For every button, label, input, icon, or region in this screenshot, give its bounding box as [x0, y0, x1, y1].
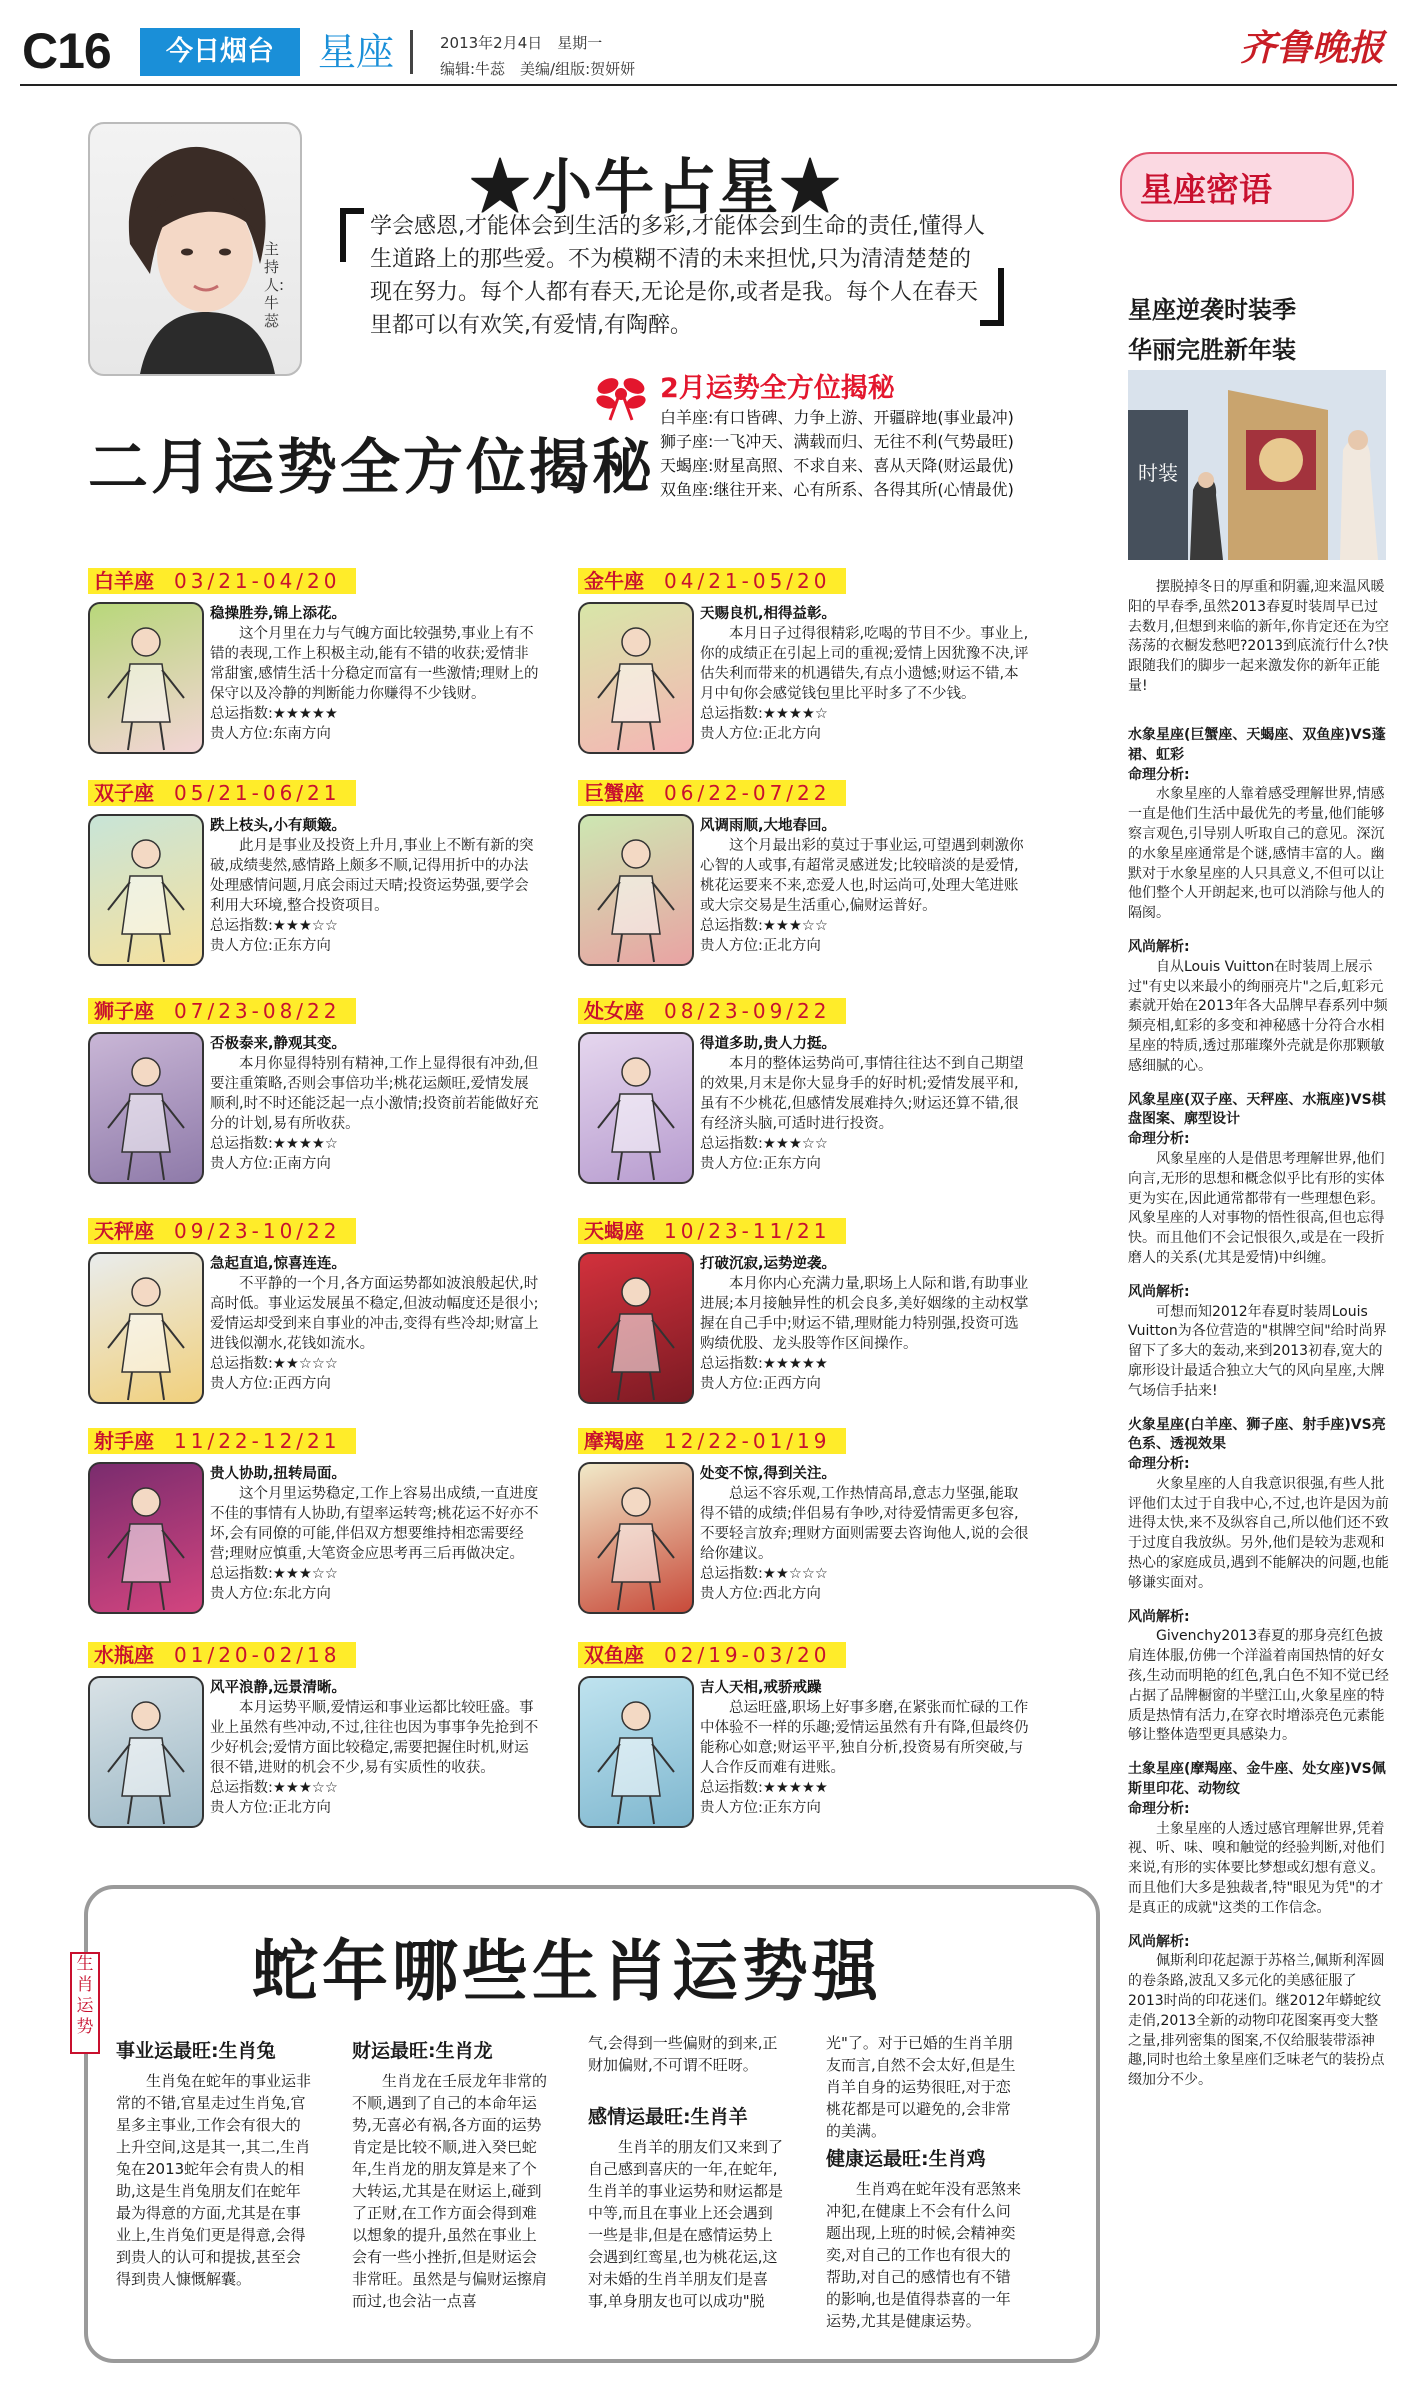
section-label: 今日烟台: [140, 28, 300, 76]
spacer: [1128, 1077, 1390, 1091]
sidebar-section-text: 火象星座的人自我意识很强,有些人批评他们太过于自我中心,不过,也许是因为前进得太快,来不及纵容自己,所以他们还不致于过度自我放纵。另外,他们是较为悲观和热心的家庭成员,遇到不能解决的问题,也能够谦实面对。: [1128, 1475, 1389, 1591]
zodiac-header: [578, 780, 846, 806]
zodiac-text: [700, 1254, 1030, 1394]
summary-headline: 2月运势全方位揭秘: [660, 373, 895, 404]
figure-icon: [90, 1034, 202, 1182]
zodiac-card: [578, 1428, 1043, 1602]
bottom-column: [826, 2148, 1022, 2332]
sidebar-section-head: 土象星座(摩羯座、金牛座、处女座)VS佩斯里印花、动物纹: [1128, 1761, 1386, 1798]
zodiac-illustration: [578, 1462, 694, 1614]
zodiac-illustration: [578, 1032, 694, 1184]
zodiac-name: 处女座: [584, 999, 644, 1023]
summary-line: 天蝎座:财星高照、不求自来、喜从天降(财运最优): [660, 456, 1014, 475]
sidebar-headline: 星座逆袭时装季: [1128, 296, 1296, 324]
zodiac-index: 总运指数:★★★☆☆: [210, 1566, 338, 1582]
figure-icon: [90, 604, 202, 752]
zodiac-name: 狮子座: [94, 999, 154, 1023]
zodiac-text: [700, 604, 1030, 744]
zodiac-index: 总运指数:★★★☆☆: [210, 1780, 338, 1796]
zodiac-index: 总运指数:★★★☆☆: [700, 918, 828, 934]
zodiac-title: 跌上枝头,小有颠簸。: [210, 818, 347, 834]
zodiac-direction: 贵人方位:正南方向: [210, 1156, 331, 1172]
sidebar-section-text: Givenchy2013春夏的那身亮红色披肩连体服,仿佛一个洋溢着南国热情的好女孩,生动而明艳的红色,乳白色不知不觉已经占据了品牌橱窗的半壁江山,火象星座的特质是热情有活力,在穿衣时增添亮色元素能够让整体造型更具感染力。: [1128, 1628, 1389, 1744]
zodiac-direction: 贵人方位:正西方向: [210, 1376, 331, 1392]
zodiac-header: [578, 1218, 846, 1244]
zodiac-direction: 贵人方位:东南方向: [210, 726, 331, 742]
zodiac-index: 总运指数:★★★★★: [210, 706, 338, 722]
zodiac-text: [700, 1034, 1030, 1174]
zodiac-name: 金牛座: [584, 569, 644, 593]
zodiac-header: [88, 1218, 356, 1244]
intro-text: 学会感恩,才能体会到生活的多彩,才能体会到生命的责任,懂得人生道路上的那些爱。不为模糊不清的未来担忧,只为清清楚楚的现在努力。每个人都有春天,无论是你,或者是我。每个人在春天里都可以有欢笑,有爱情,有陶醉。: [370, 214, 985, 338]
sidebar-section-text: 佩斯利印花起源于苏格兰,佩斯利浑圆的卷条路,波乱又多元化的美感征服了2013时尚的印花迷们。继2012年蟒蛇纹走俏,2013全新的动物印花图案再变大整之量,排列密集的图案,不仅给服装带添神趣,同时也给土象星座们乏味老气的装扮点缀加分不少。: [1128, 1953, 1385, 2089]
zodiac-index: 总运指数:★★★★☆: [210, 1136, 338, 1152]
zodiac-header: [578, 998, 846, 1024]
zodiac-title: 贵人协助,扭转局面。: [210, 1466, 347, 1482]
figure-icon: [90, 1678, 202, 1826]
spacer: [1128, 924, 1390, 938]
summary-line: 白羊座:有口皆碑、力争上游、开疆辟地(事业最冲): [660, 408, 1014, 427]
bottom-column-head: 事业运最旺:生肖兔: [116, 2040, 276, 2062]
summary-line: 狮子座:一飞冲天、满载而归、无往不利(气势最旺): [660, 432, 1014, 451]
sidebar-section-label: 命理分析:: [1128, 1456, 1190, 1473]
zodiac-direction: 贵人方位:正东方向: [700, 1800, 821, 1816]
zodiac-card: [88, 1642, 553, 1816]
zodiac-dates: 02/19-03/20: [664, 1643, 831, 1667]
quote-bracket-left: [340, 208, 364, 262]
zodiac-body: 此月是事业及投资上升月,事业上不断有新的突破,成绩斐然,感情路上颇多不顺,记得用折中的办法处理感情问题,月底会雨过天晴;投资运势强,要学会利用大环境,整合投资项目。: [210, 838, 534, 914]
zodiac-index: 总运指数:★★☆☆☆: [210, 1356, 338, 1372]
zodiac-body: 总运旺盛,职场上好事多磨,在紧张而忙碌的工作中体验不一样的乐趣;爱情运虽然有升有降,但最终仍能称心如意;财运平平,独自分析,投资易有所突破,与人合作反而难有进账。: [700, 1700, 1029, 1776]
bottom-column: [352, 2040, 548, 2312]
bottom-column-head: 财运最旺:生肖龙: [352, 2040, 493, 2062]
zodiac-name: 天蝎座: [584, 1219, 644, 1243]
zodiac-illustration: [88, 1252, 204, 1404]
zodiac-body: 这个月里运势稳定,工作上容易出成绩,一直进度不佳的事情有人协助,有望率运转弯;桃花运不好亦不坏,会有同僚的可能,伴侣双方想要维持相恋需要经营;理财应慎重,大笔资金应思考再三后再做决定。: [210, 1486, 539, 1562]
zodiac-header: [88, 1642, 356, 1668]
figure-icon: [580, 604, 692, 752]
zodiac-text: [210, 1678, 540, 1818]
summary-line: 双鱼座:继往开来、心有所系、各得其所(心情最优): [660, 480, 1014, 499]
zodiac-title: 打破沉寂,运势逆袭。: [700, 1256, 837, 1272]
spacer: [1128, 1919, 1390, 1933]
main-headline: 二月运势全方位揭秘: [88, 433, 655, 503]
sidebar-sections: [1128, 726, 1390, 2105]
bottom-column-text: 生肖鸡在蛇年没有恶煞来冲犯,在健康上不会有什么问题出现,上班的时候,会精神奕奕,对自己的工作也有很大的帮助,对自己的感情也有不错的影响,也是值得恭喜的一年运势,尤其是健康运势。: [826, 2180, 1022, 2330]
zodiac-card: [578, 780, 1043, 954]
figure-icon: [90, 1254, 202, 1402]
zodiac-illustration: [88, 814, 204, 966]
sidebar-section-text: 风象星座的人是借思考理解世界,他们向言,无形的思想和概念似乎比有形的实体更为实在,因此通常都带有一些理想色彩。风象星座的人对事物的悟性很高,但也忘得快。而且他们不会记恨很久,或是在一段折磨人的关系(尤其是爱情)中纠缠。: [1128, 1150, 1385, 1266]
page-number: C16: [22, 23, 111, 79]
bottom-column: [588, 2032, 784, 2076]
red-bow-icon: [596, 372, 646, 422]
zodiac-title: 得道多助,贵人力挺。: [700, 1036, 837, 1052]
sidebar-section-text: 自从Louis Vuitton在时装周上展示过"有史以来最小的绚丽亮片"之后,虹彩元素就开始在2013年各大品牌早春系列中频频亮相,虹彩的多变和神秘感十分符合水相星座的特质,透过那璀璨外壳就是你那颗敏感细腻的心。: [1128, 958, 1388, 1074]
zodiac-body: 不平静的一个月,各方面运势都如波浪般起伏,时高时低。事业运发展虽不稳定,但波动幅度还是很小;爱情运却受到来自事业的冲击,变得有些冷却;财富上进钱似潮水,花钱如流水。: [210, 1276, 539, 1352]
vertical-tag: 生肖运势: [70, 1952, 100, 2054]
zodiac-illustration: [578, 602, 694, 754]
zodiac-name: 水瓶座: [94, 1643, 154, 1667]
zodiac-name: 双子座: [94, 781, 154, 805]
zodiac-text: [700, 1678, 1030, 1818]
zodiac-text: [700, 1464, 1030, 1604]
bottom-column-head: 健康运最旺:生肖鸡: [826, 2148, 986, 2170]
newspaper-logo: 齐鲁晚报: [1240, 27, 1385, 69]
zodiac-illustration: [578, 1676, 694, 1828]
bottom-column: [588, 2106, 784, 2312]
sidebar-subheadline: 华丽完胜新年装: [1128, 336, 1296, 364]
zodiac-title: 吉人天相,戒骄戒躁: [700, 1680, 822, 1696]
zodiac-dates: 04/21-05/20: [664, 569, 831, 593]
header-divider: [410, 30, 413, 74]
zodiac-header: [88, 780, 356, 806]
sidebar-section-text: 土象星座的人透过感官理解世界,凭着视、听、味、嗅和触觉的经验判断,对他们来说,有形的实体要比梦想或幻想有意义。而且他们大多是独裁者,特"眼见为凭"的才是真正的成就"这类的工作信念。: [1128, 1820, 1385, 1916]
zodiac-title: 稳操胜券,锦上添花。: [210, 606, 347, 622]
figure-icon: [580, 1678, 692, 1826]
zodiac-text: [210, 1464, 540, 1604]
sidebar-section-label: 风尚解析:: [1128, 1608, 1190, 1625]
sidebar-section-head: 风象星座(双子座、天秤座、水瓶座)VS棋盘图案、廓型设计: [1128, 1091, 1386, 1128]
zodiac-illustration: [88, 1032, 204, 1184]
sidebar-section: [1128, 1091, 1390, 1416]
zodiac-direction: 贵人方位:正北方向: [210, 1800, 331, 1816]
zodiac-body: 本月你显得特别有精神,工作上显得很有冲劲,但要注重策略,否则会事倍功半;桃花运颇旺,爱情发展顺利,时不时还能泛起一点小激情;投资前若能做好充分的计划,易有所收获。: [210, 1056, 539, 1132]
zodiac-title: 风调雨顺,大地春回。: [700, 818, 837, 834]
carousel-photo-icon: [1128, 370, 1386, 560]
zodiac-title: 风平浪静,远景清晰。: [210, 1680, 347, 1696]
zodiac-title: 急起直追,惊喜连连。: [210, 1256, 347, 1272]
zodiac-index: 总运指数:★★★☆☆: [700, 1136, 828, 1152]
zodiac-title: 处变不惊,得到关注。: [700, 1466, 837, 1482]
zodiac-card: [88, 568, 553, 742]
sidebar-section-label: 命理分析:: [1128, 766, 1190, 783]
sidebar-section: [1128, 1760, 1390, 2105]
zodiac-title: 否极泰来,静观其变。: [210, 1036, 347, 1052]
sidebar-section-head: 水象星座(巨蟹座、天蝎座、双鱼座)VS蓬裙、虹彩: [1128, 727, 1386, 763]
zodiac-name: 天秤座: [94, 1219, 154, 1243]
zodiac-index: 总运指数:★★☆☆☆: [700, 1566, 828, 1582]
zodiac-name: 巨蟹座: [584, 781, 644, 805]
sidebar-section-label: 命理分析:: [1128, 1131, 1190, 1148]
zodiac-body: 本月运势平顺,爱情运和事业运都比较旺盛。事业上虽然有些冲动,不过,往往也因为事事争先抢到不少好机会;爱情方面比较稳定,需要把握住时机,财运很不错,进财的机会不少,易有实质性的收获。: [210, 1700, 539, 1776]
figure-icon: [580, 1034, 692, 1182]
zodiac-text: [210, 604, 540, 744]
host-label: 主持人:牛蕊: [264, 240, 285, 330]
zodiac-card: [578, 1642, 1043, 1816]
zodiac-card: [88, 1218, 553, 1392]
bottom-column-text: 气,会得到一些偏财的到来,正财加偏财,不可谓不旺呀。: [588, 2034, 778, 2074]
spacer: [1128, 1402, 1390, 1416]
sidebar-intro: 摆脱掉冬日的厚重和阴霾,迎来温风暖阳的早春季,虽然2013春夏时装周早已过去数月,但想到来临的新年,你肯定还在为空荡荡的衣橱发愁吧?2013到底流行什么?快跟随我们的脚步一起来激发你的新年正能量!: [1128, 579, 1389, 694]
zodiac-card: [88, 780, 553, 954]
zodiac-direction: 贵人方位:正东方向: [210, 938, 331, 954]
spacer: [1128, 1594, 1390, 1608]
zodiac-dates: 05/21-06/21: [174, 781, 341, 805]
zodiac-text: [210, 816, 540, 956]
zodiac-index: 总运指数:★★★★★: [700, 1356, 828, 1372]
sidebar-section: [1128, 726, 1390, 1091]
zodiac-index: 总运指数:★★★★☆: [700, 706, 828, 722]
zodiac-dates: 03/21-04/20: [174, 569, 341, 593]
zodiac-body: 总运不容乐观,工作热情高昂,意志力坚强,能取得不错的成绩;伴侣易有争吵,对待爱情需更多包容,不要轻言放弃;理财方面则需要去咨询他人,说的会很给你建议。: [700, 1486, 1029, 1562]
zodiac-card: [88, 998, 553, 1172]
zodiac-dates: 07/23-08/22: [174, 999, 341, 1023]
sidebar-tag: 星座密语: [1140, 170, 1272, 209]
zodiac-dates: 09/23-10/22: [174, 1219, 341, 1243]
zodiac-card: [88, 1428, 553, 1602]
sidebar-section-label: 命理分析:: [1128, 1800, 1190, 1817]
bottom-column-text: 生肖兔在蛇年的事业运非常的不错,官星走过生肖兔,官星多主事业,工作会有很大的上升空间,这是其一,其二,生肖兔在2013蛇年会有贵人的相助,这是生肖兔朋友们在蛇年最为得意的方面,尤其是在事业上,生肖兔们更是得意,会得到贵人的认可和提拔,甚至会得到贵人慷慨解囊。: [116, 2072, 312, 2288]
section-title: 星座: [318, 30, 395, 74]
zodiac-card: [578, 1218, 1043, 1392]
bottom-column-text: 生肖羊的朋友们又来到了自己感到喜庆的一年,在蛇年,生肖羊的事业运势和财运都是中等,而且在事业上还会遇到一些是非,但是在感情运势上会遇到红鸾星,也为桃花运,这对未婚的生肖羊朋友们是喜事,单身朋友也可以成功"脱: [588, 2138, 784, 2310]
zodiac-text: [700, 816, 1030, 956]
zodiac-index: 总运指数:★★★☆☆: [210, 918, 338, 934]
figure-icon: [580, 816, 692, 964]
sidebar-section-text: 水象星座的人靠着感受理解世界,情感一直是他们生活中最优先的考量,他们能够察言观色,引导别人听取自己的意见。深沉的水象星座通常是个谜,感情丰富的人。幽默对于水象星座的人只具意义,不但可以让他们整个人开朗起来,也可以消除与他人的隔阂。: [1128, 786, 1385, 922]
figure-icon: [90, 816, 202, 964]
zodiac-name: 白羊座: [94, 569, 154, 593]
spacer: [1128, 2091, 1390, 2105]
zodiac-direction: 贵人方位:正北方向: [700, 938, 821, 954]
zodiac-body: 本月的整体运势尚可,事情往往达不到自己期望的效果,月末是你大显身手的好时机;爱情发展平和,虽有不少桃花,但感情发展难持久;财运还算不错,很有经济头脑,可适时进行投资。: [700, 1056, 1024, 1132]
zodiac-name: 摩羯座: [584, 1429, 644, 1453]
zodiac-card: [578, 998, 1043, 1172]
sidebar-section-label: 风尚解析:: [1128, 938, 1190, 955]
zodiac-dates: 08/23-09/22: [664, 999, 831, 1023]
zodiac-header: [578, 1642, 846, 1668]
spacer: [1128, 1746, 1390, 1760]
fashion-photo: [1128, 370, 1386, 560]
sidebar-section-head: 火象星座(白羊座、狮子座、射手座)VS亮色系、透视效果: [1128, 1416, 1386, 1453]
zodiac-direction: 贵人方位:正西方向: [700, 1376, 821, 1392]
zodiac-dates: 12/22-01/19: [664, 1429, 831, 1453]
zodiac-index: 总运指数:★★★★★: [700, 1780, 828, 1796]
header-rule: [20, 84, 1397, 86]
bottom-column: [116, 2040, 312, 2290]
zodiac-body: 本月日子过得很精彩,吃喝的节目不少。事业上,你的成绩正在引起上司的重视;爱情上因犹豫不决,评估失利而带来的机遇错失,有点小遗憾;财运不错,本月中旬你会感觉钱包里比平时多了不少钱。: [700, 626, 1029, 702]
zodiac-illustration: [578, 814, 694, 966]
zodiac-title: 天赐良机,相得益彰。: [700, 606, 837, 622]
zodiac-card: [578, 568, 1043, 742]
zodiac-direction: 贵人方位:正东方向: [700, 1156, 821, 1172]
zodiac-body: 这个月最出彩的莫过于事业运,可望遇到刺激你心智的人或事,有超常灵感迸发;比较暗淡的是爱情,桃花运要来不来,恋爱人也,时运尚可,处理大笔进账或大宗交易是生活重心,偏财运普好。: [700, 838, 1024, 914]
zodiac-dates: 01/20-02/18: [174, 1643, 341, 1667]
zodiac-illustration: [88, 1676, 204, 1828]
zodiac-direction: 贵人方位:东北方向: [210, 1586, 331, 1602]
zodiac-direction: 贵人方位:西北方向: [700, 1586, 821, 1602]
figure-icon: [580, 1464, 692, 1612]
zodiac-body: 本月你内心充满力量,职场上人际和谐,有助事业进展;本月接触异性的机会良多,美好姻缘的主动权掌握在自己手中;财运不错,理财能力特别强,投资可选购绩优股、龙头股等作区间操作。: [700, 1276, 1029, 1352]
column-title: ★小牛占星★: [470, 153, 842, 223]
zodiac-body: 这个月里在力与气魄方面比较强势,事业上有不错的表现,工作上积极主动,能有不错的收获;爱情非常甜蜜,感情生活十分稳定而富有一些激情;理财上的保守以及冷静的判断能力你赚得不少钱财。: [210, 626, 539, 702]
spacer: [1128, 1269, 1390, 1283]
zodiac-dates: 11/22-12/21: [174, 1429, 341, 1453]
date-line: 2013年2月4日 星期一: [440, 34, 603, 52]
zodiac-header: [88, 998, 356, 1024]
zodiac-text: [210, 1254, 540, 1394]
sidebar-section: [1128, 1416, 1390, 1761]
figure-icon: [90, 1464, 202, 1612]
zodiac-dates: 06/22-07/22: [664, 781, 831, 805]
editor-line: 编辑:牛蕊 美编/组版:贺妍妍: [440, 60, 636, 78]
zodiac-name: 射手座: [94, 1429, 154, 1453]
zodiac-header: [88, 568, 356, 594]
zodiac-dates: 10/23-11/21: [664, 1219, 831, 1243]
sidebar-section-label: 风尚解析:: [1128, 1933, 1190, 1950]
zodiac-header: [88, 1428, 356, 1454]
zodiac-illustration: [88, 1462, 204, 1614]
zodiac-header: [578, 568, 846, 594]
sidebar-section-text: 可想而知2012年春夏时装周Louis Vuitton为各位营造的"棋牌空间"给时尚界留下了多大的轰动,来到2013初春,宽大的廓形设计最适合独立大气的风向星座,大牌气场信手拈来!: [1128, 1303, 1387, 1399]
sidebar-section-label: 风尚解析:: [1128, 1283, 1190, 1300]
figure-icon: [580, 1254, 692, 1402]
fashion-photo-label: 时装: [1138, 461, 1178, 485]
zodiac-direction: 贵人方位:正北方向: [700, 726, 821, 742]
bottom-column-text: 生肖龙在壬辰龙年非常的不顺,遇到了自己的本命年运势,无喜必有祸,各方面的运势肯定是比较不顺,进入癸巳蛇年,生肖龙的朋友算是来了个大转运,尤其是在财运上,碰到了正财,在工作方面会得到难以想象的提升,虽然在事业上会有一些小挫折,但是财运会非常旺。虽然是与偏财运擦肩而过,也会沾一点喜: [352, 2072, 548, 2310]
bottom-column: [826, 2032, 1022, 2142]
zodiac-header: [578, 1428, 846, 1454]
zodiac-illustration: [88, 602, 204, 754]
zodiac-illustration: [578, 1252, 694, 1404]
bottom-headline: 蛇年哪些生肖运势强: [252, 1933, 882, 2010]
bottom-column-head: 感情运最旺:生肖羊: [588, 2106, 748, 2128]
zodiac-name: 双鱼座: [584, 1643, 644, 1667]
zodiac-text: [210, 1034, 540, 1174]
bottom-column-text: 光"了。对于已婚的生肖羊朋友而言,自然不会太好,但是生肖羊自身的运势很旺,对于恋桃花都是可以避免的,会非常的美满。: [826, 2034, 1016, 2140]
